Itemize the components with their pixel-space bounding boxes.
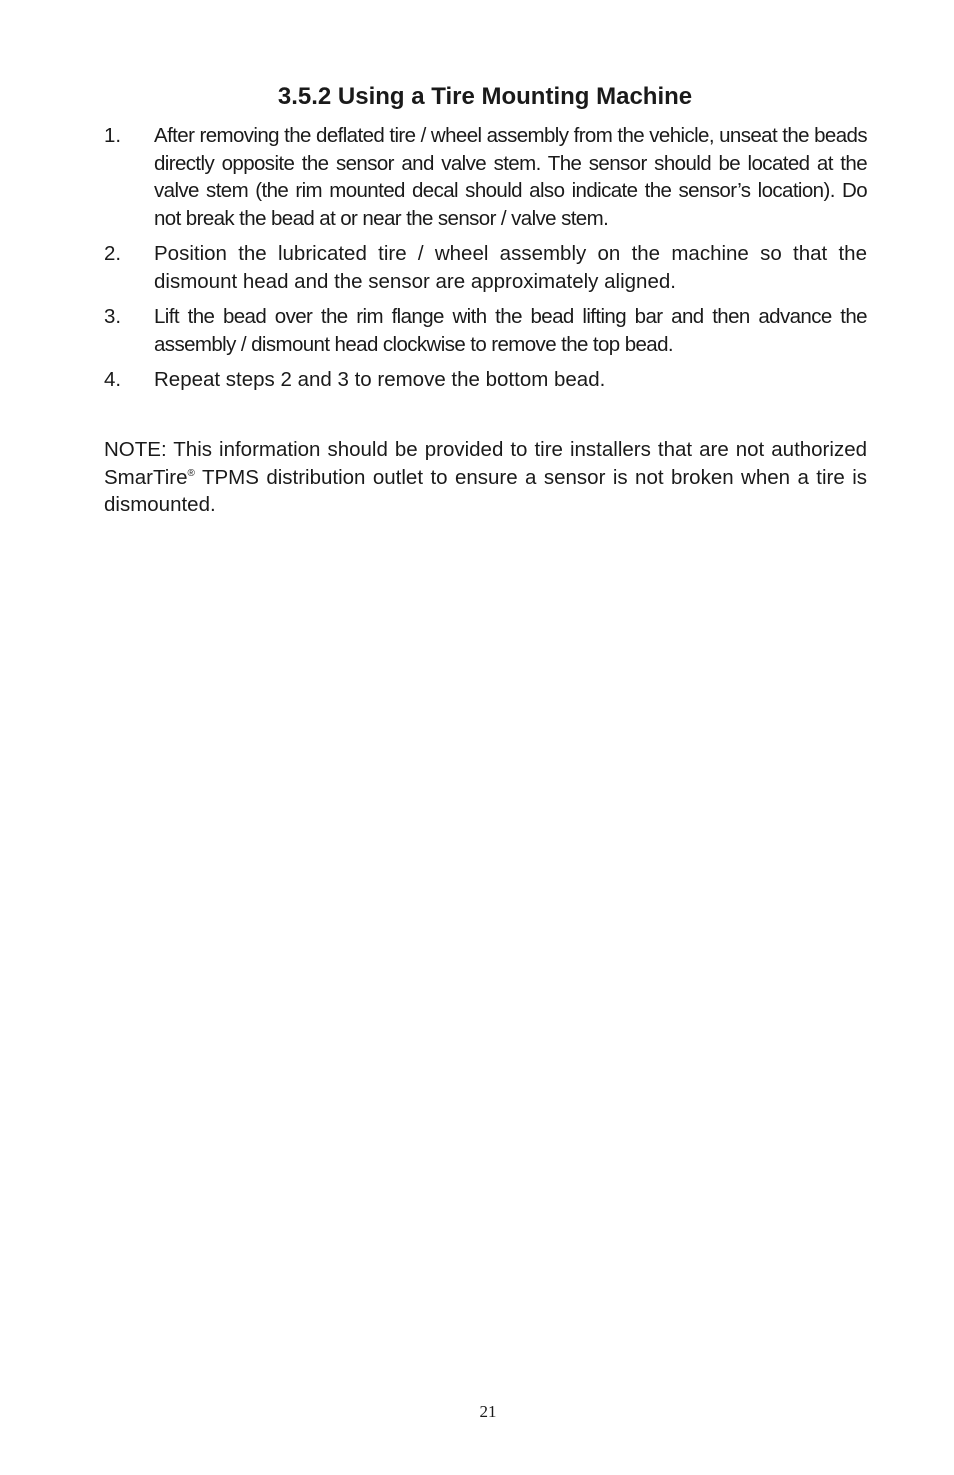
list-item [104, 240, 867, 295]
list-item [104, 122, 867, 232]
step-number: 4. [104, 368, 122, 391]
step-text: Position the lubricated tire / wheel assembly on the machine so that the dismount head and the sensor are approximately aligned. [154, 242, 867, 293]
registered-trademark-mark: ® [187, 467, 195, 479]
step-number: 2. [104, 242, 122, 265]
step-text: Lift the bead over the rim flange with the bead lifting bar and then advance the assembly / dismount head clockwise to remove the top bead. [154, 305, 867, 356]
step-text: Repeat steps 2 and 3 to remove the bottom bead. [154, 368, 606, 391]
step-text: After removing the deflated tire / wheel assembly from the vehicle, unseat the beads directly opposite the sensor and valve stem. The sensor should be located at the valve stem (the rim mounted decal should also indicate the sensor’s location). Do not break the bead at or near the sensor / valve stem. [154, 124, 867, 230]
step-number: 1. [104, 124, 122, 147]
section-title: 3.5.2 Using a Tire Mounting Machine [277, 83, 693, 110]
page-number: 21 [479, 1402, 497, 1421]
note-paragraph [104, 436, 867, 519]
note-text-end: TPMS distribution outlet to ensure a sensor is not broken when a tire is dismounted. [104, 465, 867, 516]
step-number: 3. [104, 305, 122, 328]
procedure-steps [104, 122, 867, 402]
list-item [104, 303, 867, 358]
note-text-start: NOTE: This information should be provided to tire installers that are not authorized SmarTire [104, 438, 867, 489]
list-item [104, 366, 867, 394]
